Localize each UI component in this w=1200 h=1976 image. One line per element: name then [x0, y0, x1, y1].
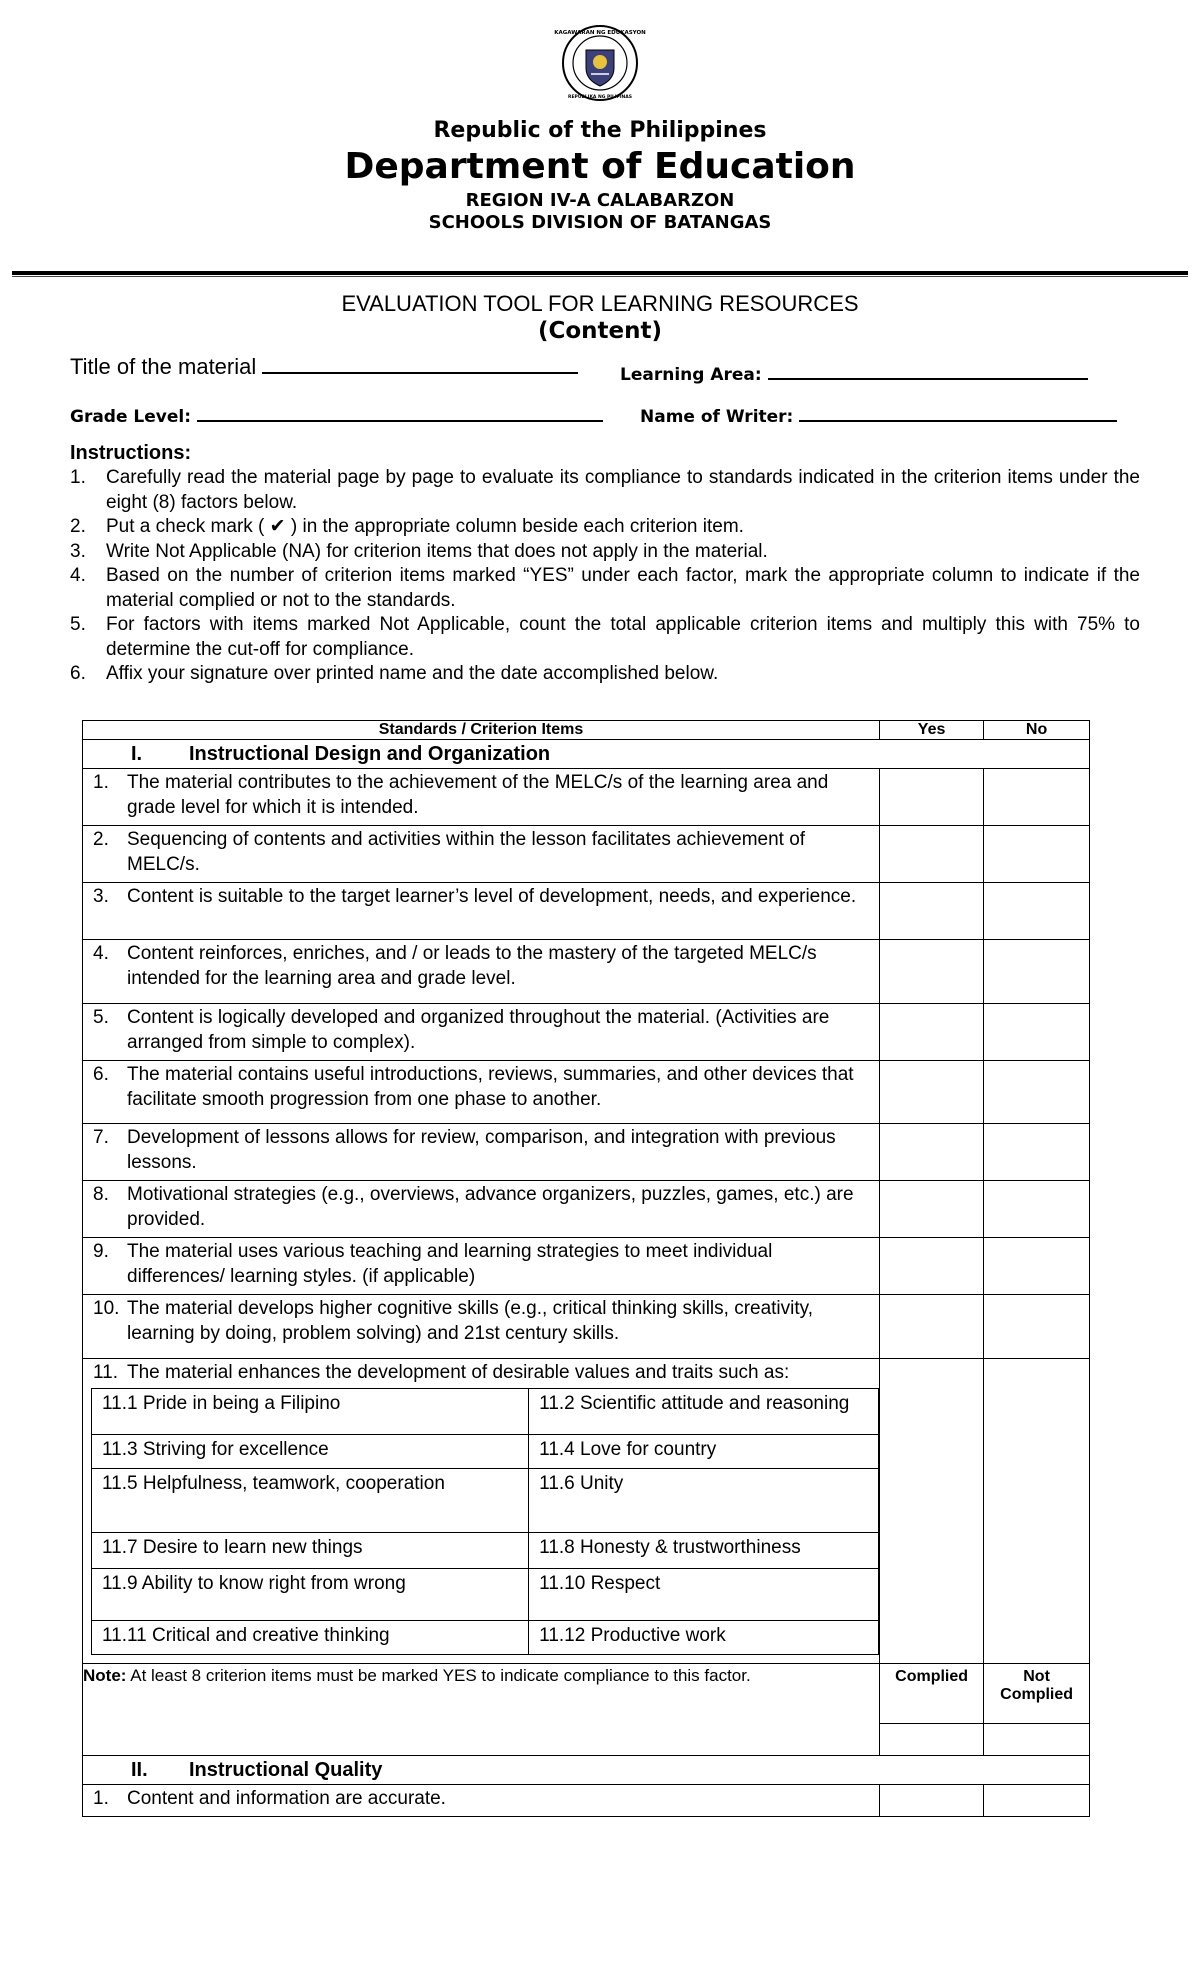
instructions-list	[70, 466, 1140, 687]
complied-cell[interactable]	[880, 1723, 984, 1755]
no-cell[interactable]	[984, 1004, 1090, 1061]
no-cell[interactable]	[984, 1124, 1090, 1181]
yes-cell[interactable]	[880, 940, 984, 1004]
grade-level-field[interactable]	[70, 402, 603, 427]
criterion-row-11: 11. The material enhances the development of desirable values and traits such as: 11.1 Pride in being a Filipino 11.2 Scientific attitude and reasoning 11.3 Striving for excellence 11.4 Love for country 11.5 Helpfulness, teamwork, cooperation 11.6 Unity 11.7 Desire to learn new things 11.8 Honesty & trustworthiness 11.9 Ability to know right from wrong 11.10 Respect 11.11 Critical and creative thinking 11.12 Productive work	[83, 1359, 880, 1664]
yes-cell[interactable]	[880, 1238, 984, 1295]
criterion-row-7: 7. Development of lessons allows for review, comparison, and integration with previous lessons.	[83, 1124, 880, 1181]
no-column-header: No	[984, 721, 1090, 740]
criterion-row-9: 9. The material uses various teaching and learning strategies to meet individual differences/ learning styles. (if applicable)	[83, 1238, 880, 1295]
no-cell[interactable]	[984, 1784, 1090, 1816]
value-trait: 11.5 Helpfulness, teamwork, cooperation	[92, 1468, 529, 1532]
learning-area-field[interactable]	[620, 360, 1088, 385]
seal-text-bottom: REPUBLIKA NG PILIPINAS	[567, 95, 633, 100]
title-of-material-line[interactable]	[262, 354, 578, 374]
value-trait: 11.11 Critical and creative thinking	[92, 1620, 529, 1654]
yes-cell[interactable]	[880, 1004, 984, 1061]
header-divider	[12, 271, 1188, 275]
value-trait: 11.4 Love for country	[529, 1434, 879, 1468]
department-heading: Department of Education	[344, 146, 856, 187]
value-trait: 11.3 Striving for excellence	[92, 1434, 529, 1468]
form-title: EVALUATION TOOL FOR LEARNING RESOURCES	[341, 291, 859, 316]
criterion-row-5: 5. Content is logically developed and organized throughout the material. (Activities are arranged from simple to complex).	[83, 1004, 880, 1061]
learning-area-line[interactable]	[768, 360, 1088, 380]
instruction-item: 2. Put a check mark ( ✔ ) in the appropriate column beside each criterion item.	[70, 516, 744, 537]
instructions-heading: Instructions:	[70, 442, 192, 464]
no-cell[interactable]	[984, 769, 1090, 826]
value-trait: 11.8 Honesty & trustworthiness	[529, 1532, 879, 1568]
yes-column-header: Yes	[880, 721, 984, 740]
name-of-writer-line[interactable]	[799, 402, 1117, 422]
section-2-heading: II. Instructional Quality	[83, 1755, 1090, 1784]
value-trait: 11.1 Pride in being a Filipino	[92, 1388, 529, 1434]
yes-cell[interactable]	[880, 1784, 984, 1816]
region-heading: REGION IV-A CALABARZON	[465, 190, 735, 211]
criterion-row-3: 3. Content is suitable to the target learner’s level of development, needs, and experience.	[83, 883, 880, 940]
yes-cell[interactable]	[880, 1061, 984, 1124]
instruction-item: 1. Carefully read the material page by page to evaluate its compliance to standards indicated in the criterion items under the eight (8) factors below.	[70, 467, 1140, 513]
no-cell[interactable]	[984, 1238, 1090, 1295]
title-of-material-field[interactable]	[70, 354, 578, 380]
yes-cell[interactable]	[880, 883, 984, 940]
deped-seal	[554, 22, 646, 104]
criterion-row-6: 6. The material contains useful introductions, reviews, summaries, and other devices that facilitate smooth progression from one phase to another.	[83, 1061, 880, 1124]
no-cell[interactable]	[984, 940, 1090, 1004]
value-trait: 11.10 Respect	[529, 1568, 879, 1620]
no-cell[interactable]	[984, 883, 1090, 940]
learning-area-label: Learning Area:	[620, 365, 762, 385]
title-of-material-label: Title of the material	[70, 354, 257, 379]
form-subtitle: (Content)	[537, 318, 663, 344]
yes-cell[interactable]	[880, 826, 984, 883]
complied-header: Complied	[880, 1663, 984, 1723]
name-of-writer-field[interactable]	[640, 402, 1117, 427]
criterion-row-2: 2. Sequencing of contents and activities within the lesson facilitates achievement of MELC/s.	[83, 826, 880, 883]
value-trait: 11.12 Productive work	[529, 1620, 879, 1654]
criterion-row-ii-1: 1. Content and information are accurate.	[83, 1784, 880, 1816]
no-cell[interactable]	[984, 1295, 1090, 1359]
evaluation-table	[82, 720, 1090, 1817]
section-1-heading: I. Instructional Design and Organization	[83, 740, 1090, 769]
criterion-row-1: 1. The material contributes to the achievement of the MELC/s of the learning area and grade level for which it is intended.	[83, 769, 880, 826]
criterion-row-10: 10. The material develops higher cognitive skills (e.g., critical thinking skills, creativity, learning by doing, problem solving) and 21st century skills.	[83, 1295, 880, 1359]
instruction-item: 5. For factors with items marked Not Applicable, count the total applicable criterion items and multiply this with 75% to determine the cut-off for compliance.	[70, 614, 1140, 660]
value-trait: 11.2 Scientific attitude and reasoning	[529, 1388, 879, 1434]
seal-text-top: KAGAWARAN NG EDUKASYON	[554, 30, 646, 36]
no-cell[interactable]	[984, 1359, 1090, 1664]
not-complied-cell[interactable]	[984, 1723, 1090, 1755]
grade-level-line[interactable]	[197, 402, 603, 422]
standards-column-header: Standards / Criterion Items	[83, 721, 880, 740]
yes-cell[interactable]	[880, 1295, 984, 1359]
not-complied-header: Not Complied	[984, 1663, 1090, 1723]
value-trait: 11.9 Ability to know right from wrong	[92, 1568, 529, 1620]
republic-heading: Republic of the Philippines	[433, 118, 767, 143]
header-divider-thin	[12, 276, 1188, 277]
instruction-item: 4. Based on the number of criterion items marked “YES” under each factor, mark the appropriate column to indicate if the material complied or not to the standards.	[70, 565, 1140, 611]
yes-cell[interactable]	[880, 769, 984, 826]
instruction-item: 6. Affix your signature over printed name and the date accomplished below.	[70, 663, 719, 684]
value-trait: 11.7 Desire to learn new things	[92, 1532, 529, 1568]
criterion-row-4: 4. Content reinforces, enriches, and / or leads to the mastery of the targeted MELC/s intended for the learning area and grade level.	[83, 940, 880, 1004]
criterion-row-8: 8. Motivational strategies (e.g., overviews, advance organizers, puzzles, games, etc.) are provided.	[83, 1181, 880, 1238]
yes-cell[interactable]	[880, 1359, 984, 1664]
yes-cell[interactable]	[880, 1181, 984, 1238]
instruction-item: 3. Write Not Applicable (NA) for criterion items that does not apply in the material.	[70, 540, 768, 562]
value-trait: 11.6 Unity	[529, 1468, 879, 1532]
yes-cell[interactable]	[880, 1124, 984, 1181]
name-of-writer-label: Name of Writer:	[640, 407, 794, 427]
no-cell[interactable]	[984, 826, 1090, 883]
division-heading: SCHOOLS DIVISION OF BATANGAS	[428, 212, 772, 233]
values-table	[91, 1388, 879, 1655]
compliance-note: Note: At least 8 criterion items must be marked YES to indicate compliance to this factor.	[83, 1663, 880, 1755]
no-cell[interactable]	[984, 1181, 1090, 1238]
grade-level-label: Grade Level:	[70, 407, 192, 427]
no-cell[interactable]	[984, 1061, 1090, 1124]
